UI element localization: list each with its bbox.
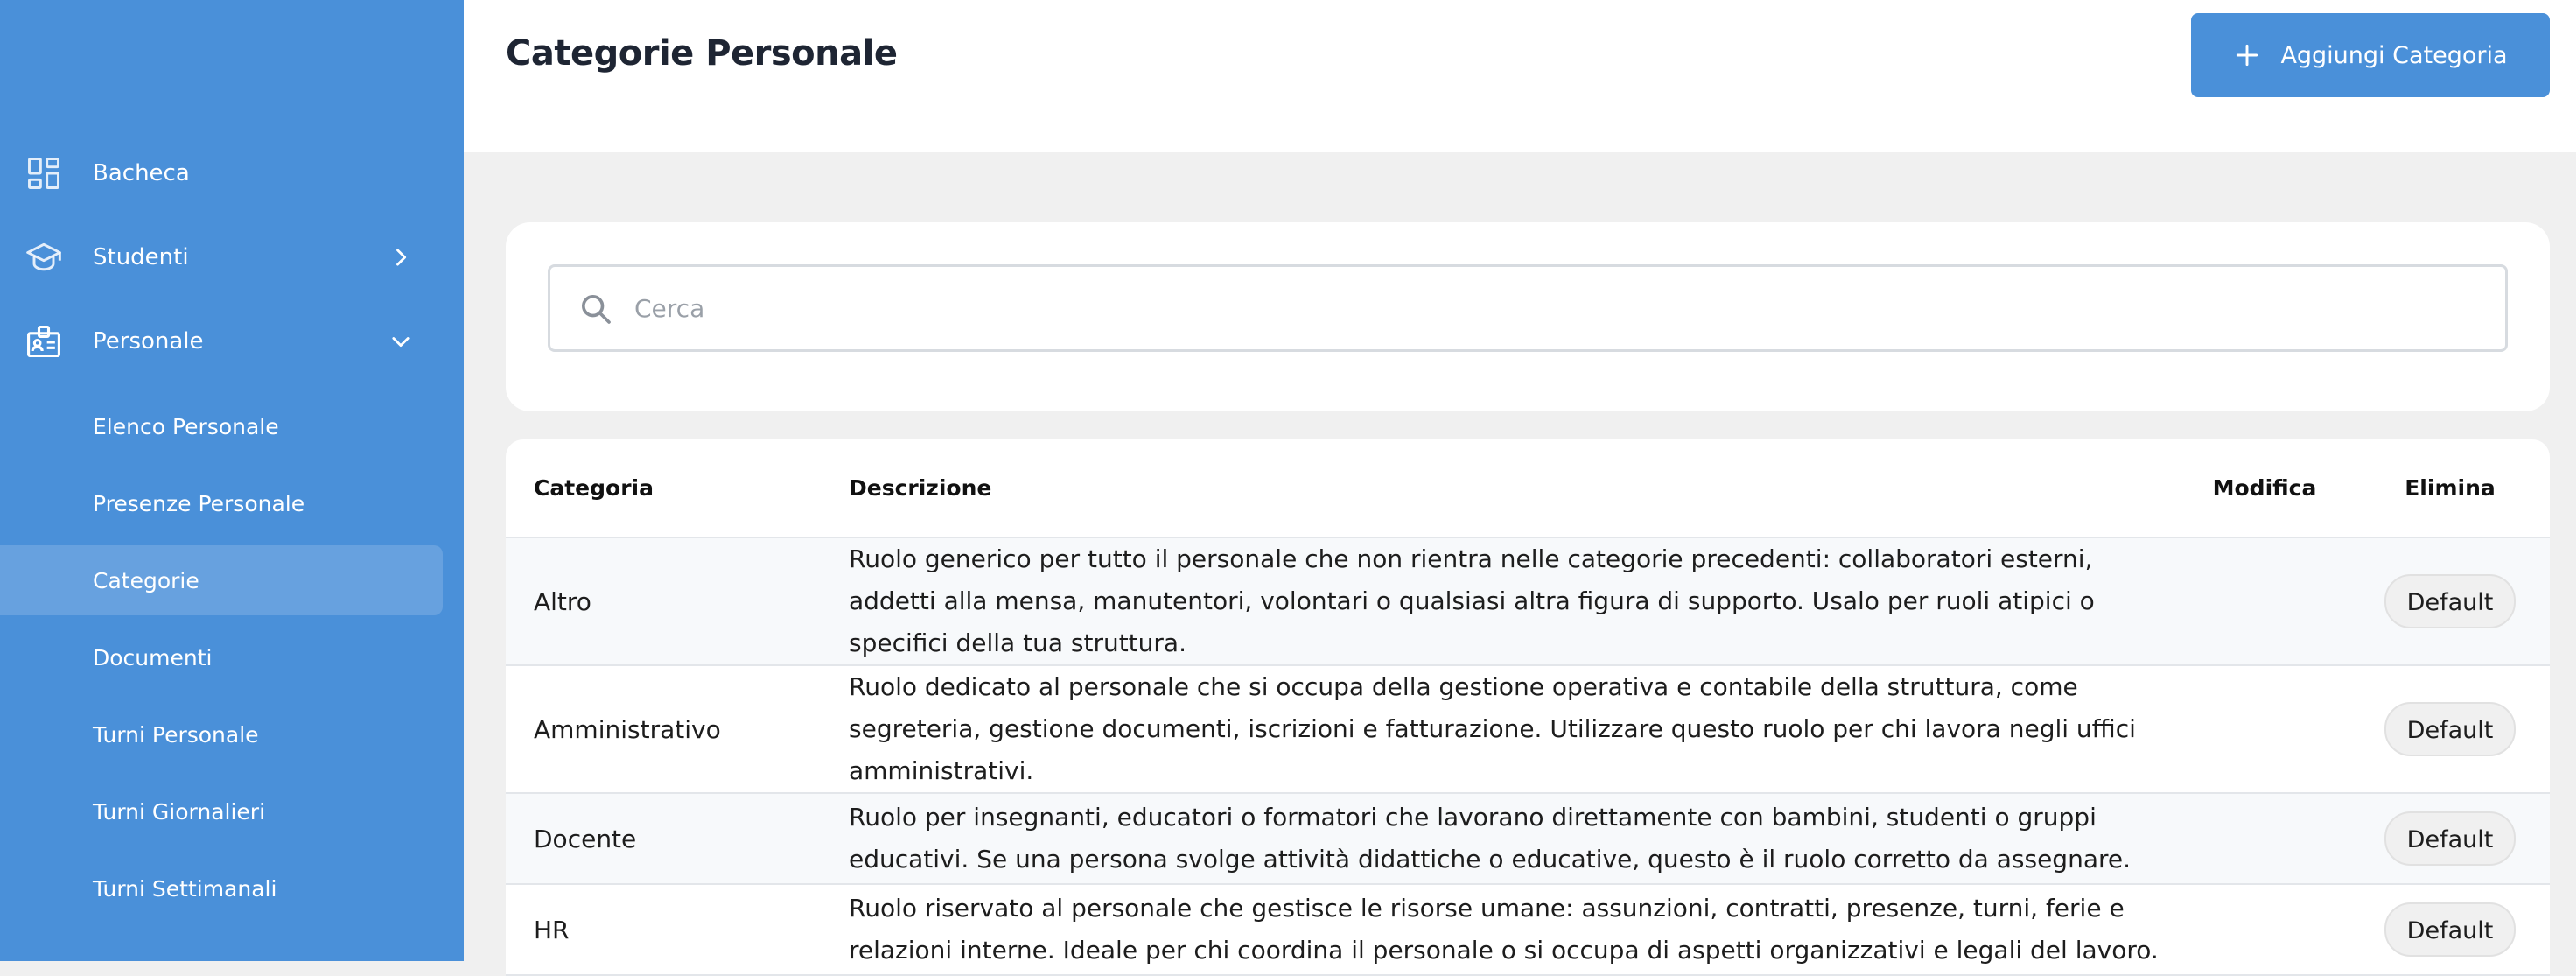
sidebar-subitem-turni-giornalieri[interactable] [0,776,443,846]
sidebar-subitem-label: Categorie [93,567,200,593]
delete-cell [2350,537,2550,665]
delete-cell [2350,884,2550,975]
add-category-button-label: Aggiungi Categoria [2280,41,2508,69]
search-input[interactable] [634,276,2472,341]
sidebar-item-label: Studenti [93,244,189,270]
table-row [506,537,2550,665]
search-card [506,222,2550,411]
sidebar-item-bacheca[interactable] [0,138,443,208]
category-name: Amministrativo [506,665,849,793]
main-content [464,0,2576,965]
page-header [464,0,2576,152]
default-badge: Default [2384,902,2516,957]
category-name: Docente [506,793,849,884]
sidebar-subitem-elenco-personale[interactable] [0,391,443,461]
category-name: Altro [506,537,849,665]
sidebar-subitem-label: Presenze Personale [93,490,305,516]
edit-cell [2179,884,2350,975]
categories-table [506,439,2550,976]
category-description: Ruolo generico per tutto il personale che non rientra nelle categorie precedenti: collaboratori esterni, addetti alla mensa, manutentori, volontari o qualsiasi altra figura di supporto. Usalo per ruoli atipici o specifici della tua struttura. [849,537,2179,665]
category-description: Ruolo riservato al personale che gestisce le risorse umane: assunzioni, contratti, presenze, turni, ferie e relazioni interne. Ideale per chi coordina il personale o si occupa di aspetti organizzativi e legali del lavoro. [849,884,2179,975]
table-row [506,793,2550,884]
delete-cell [2350,793,2550,884]
page-title: Categorie Personale [506,33,898,74]
sidebar-subitem-label: Elenco Personale [93,413,279,439]
edit-cell [2179,537,2350,665]
category-name: HR [506,884,849,975]
sidebar-subitem-turni-settimanali[interactable] [0,853,443,923]
default-badge: Default [2384,702,2516,756]
dashboard-icon [24,154,63,193]
sidebar-subitem-categorie[interactable] [0,545,443,615]
search-box [548,264,2508,352]
category-description: Ruolo per insegnanti, educatori o formatori che lavorano direttamente con bambini, studenti o gruppi educativi. Se una persona svolge attività didattiche o educative, questo è il ruolo corretto da assegnare. [849,793,2179,884]
table-header-row [506,439,2550,537]
default-badge: Default [2384,811,2516,866]
sidebar-item-personale[interactable] [0,306,443,376]
sidebar-subitem-turni-personale[interactable] [0,699,443,769]
plus-icon [2233,41,2261,69]
add-category-button[interactable] [2191,13,2550,97]
sidebar-subitem-presenze-personale[interactable] [0,468,443,538]
chevron-right-icon [388,245,413,270]
sidebar-item-studenti[interactable] [0,222,443,292]
sidebar-subitem-label: Documenti [93,644,213,671]
edit-cell [2179,793,2350,884]
delete-cell [2350,665,2550,793]
table-row [506,884,2550,975]
sidebar [0,0,464,961]
column-header-modifica: Modifica [2179,439,2350,537]
sidebar-subitem-label: Turni Personale [93,721,259,748]
column-header-descrizione[interactable]: Descrizione [849,439,2179,537]
categories-table-card [506,439,2550,965]
column-header-elimina: Elimina [2350,439,2550,537]
column-header-categoria[interactable]: Categoria [506,439,849,537]
sidebar-item-label: Personale [93,328,204,355]
chevron-down-icon [388,329,413,354]
default-badge: Default [2384,574,2516,628]
sidebar-item-label: Bacheca [93,160,190,186]
id-badge-icon [24,322,63,361]
sidebar-subitem-label: Turni Giornalieri [93,798,266,825]
sidebar-subitem-label: Turni Settimanali [93,875,277,902]
edit-cell [2179,665,2350,793]
graduation-cap-icon [24,238,63,277]
search-icon [578,291,613,327]
category-description: Ruolo dedicato al personale che si occupa della gestione operativa e contabile della struttura, come segreteria, gestione documenti, iscrizioni e fatturazione. Utilizzare questo ruolo per chi lavora negli uffici amministrativi. [849,665,2179,793]
table-row [506,665,2550,793]
sidebar-subitem-documenti[interactable] [0,622,443,692]
